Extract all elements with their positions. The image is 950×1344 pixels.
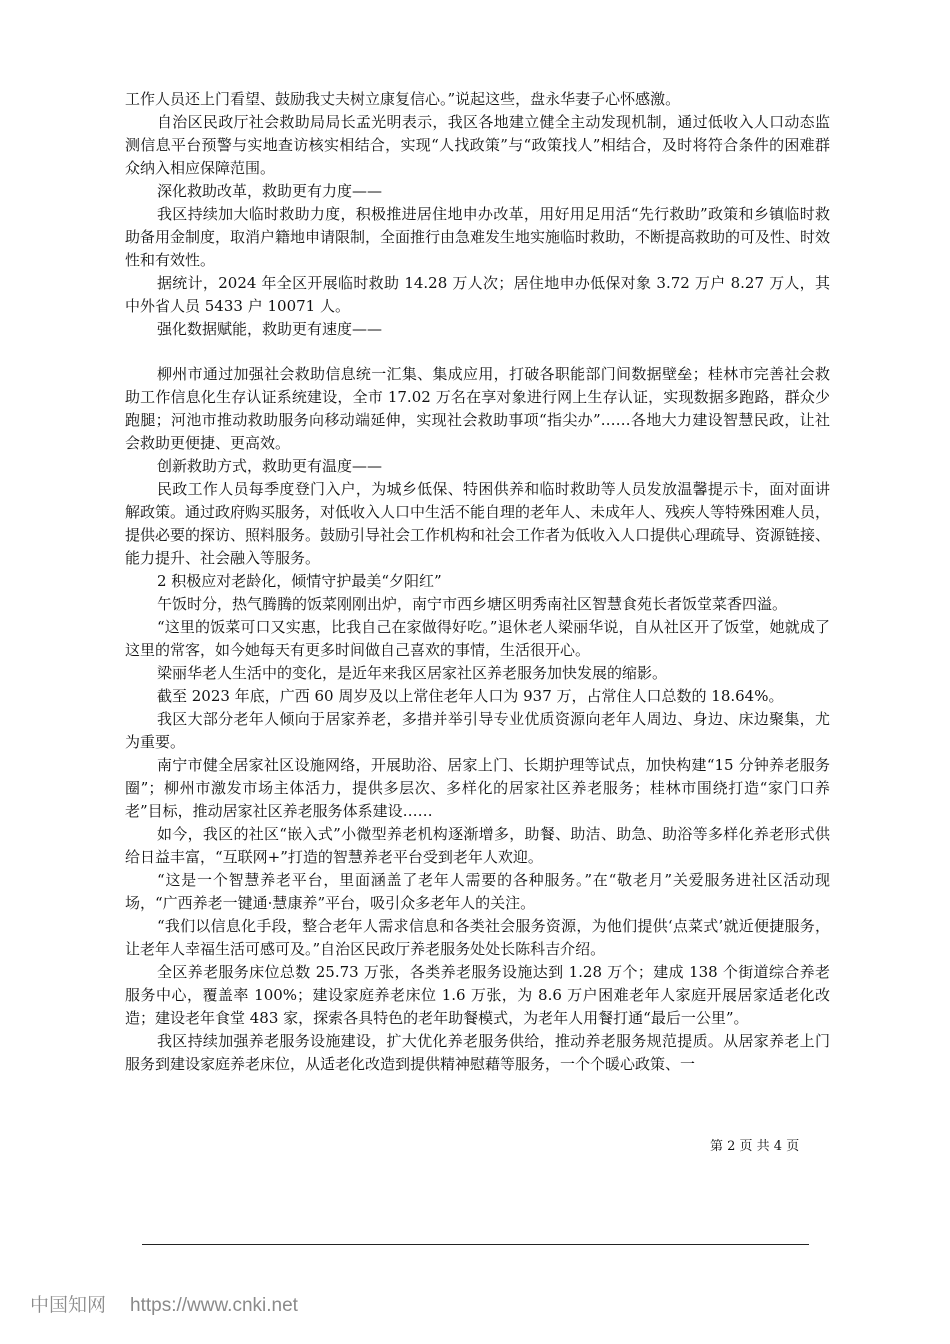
paragraph: 深化救助改革，救助更有力度—— — [157, 182, 383, 200]
paragraph: 据统计，2024 年全区开展临时救助 14.28 万人次；居住地申办低保对象 3.72 万户 8.27 万人，其中外省人员 5433 户 10071 人。 — [125, 274, 830, 315]
paragraph: 工作人员还上门看望、鼓励我丈夫树立康复信心。”说起这些，盘永华妻子心怀感激。 — [125, 90, 681, 108]
watermark-url: https://www.cnki.net — [130, 1295, 298, 1316]
watermark — [30, 1290, 322, 1317]
paragraph: 如今，我区的社区“嵌入式”小微型养老机构逐渐增多，助餐、助洁、助急、助浴等多样化养老形式供给日益丰富，“互联网+”打造的智慧养老平台受到老年人欢迎。 — [125, 825, 830, 866]
paragraph: 2 积极应对老龄化，倾情守护最美“夕阳红” — [157, 572, 442, 590]
paragraph: 创新救助方式，救助更有温度—— — [157, 457, 383, 475]
paragraph: “这里的饭菜可口又实惠，比我自己在家做得好吃。”退休老人梁丽华说，自从社区开了饭堂，她就成了这里的常客，如今她每天有更多时间做自己喜欢的事情，生活很开心。 — [125, 618, 830, 659]
paragraph: 梁丽华老人生活中的变化，是近年来我区居家社区养老服务加快发展的缩影。 — [157, 664, 668, 682]
paragraph: 柳州市通过加强社会救助信息统一汇集、集成应用，打破各职能部门间数据壁垒；桂林市完善社会救助工作信息化生存认证系统建设，全市 17.02 万名在享对象进行网上生存认证，实现数据多跑路，群众少跑腿；河池市推动救助服务向移动端延伸，实现社会救助事项“指尖办”……各地大力建设智慧民政，让社会救助更便捷、更高效。 — [125, 365, 830, 452]
document-body — [125, 88, 830, 1076]
footer-rule — [142, 1244, 809, 1245]
paragraph: 南宁市健全居家社区设施网络，开展助浴、居家上门、长期护理等试点，加快构建“15 分钟养老服务圈”；柳州市激发市场主体活力，提供多层次、多样化的居家社区养老服务；桂林市围绕打造“家门口养老”目标，推动居家社区养老服务体系建设…… — [125, 756, 830, 820]
paragraph: 我区持续加强养老服务设施建设，扩大优化养老服务供给，推动养老服务规范提质。从居家养老上门服务到建设家庭养老床位，从适老化改造到提供精神慰藉等服务，一个个暖心政策、一 — [125, 1032, 830, 1073]
paragraph: 民政工作人员每季度登门入户，为城乡低保、特困供养和临时救助等人员发放温馨提示卡，面对面讲解政策。通过政府购买服务，对低收入人口中生活不能自理的老年人、未成年人、残疾人等特殊困难人员，提供必要的探访、照料服务。鼓励引导社会工作机构和社会工作者为低收入人口提供心理疏导、资源链接、能力提升、社会融入等服务。 — [125, 480, 831, 567]
paragraph: 全区养老服务床位总数 25.73 万张，各类养老服务设施达到 1.28 万个；建成 138 个街道综合养老服务中心，覆盖率 100%；建设家庭养老床位 1.6 万张，为 8.6 万户困难老年人家庭开展居家适老化改造；建设老年食堂 483 家，探索各具特色的老年助餐模式，为老年人用餐打通“最后一公里”。 — [125, 963, 830, 1027]
paragraph: 午饭时分，热气腾腾的饭菜刚刚出炉，南宁市西乡塘区明秀南社区智慧食苑长者饭堂菜香四溢。 — [157, 595, 788, 613]
paragraph: 截至 2023 年底，广西 60 周岁及以上常住老年人口为 937 万，占常住人口总数的 18.64%。 — [157, 687, 784, 705]
watermark-site-name: 中国知网 — [30, 1295, 107, 1316]
paragraph: “我们以信息化手段，整合老年人需求信息和各类社会服务资源，为他们提供‘点菜式’就近便捷服务，让老年人幸福生活可感可及。”自治区民政厅养老服务处处长陈科吉介绍。 — [125, 917, 830, 958]
paragraph: 自治区民政厅社会救助局局长孟光明表示，我区各地建立健全主动发现机制，通过低收入人口动态监测信息平台预警与实地查访核实相结合，实现“人找政策”与“政策找人”相结合，及时将符合条件的困难群众纳入相应保障范围。 — [125, 113, 830, 177]
paragraph-gap — [125, 341, 830, 363]
paragraph: 我区持续加大临时救助力度，积极推进居住地申办改革，用好用足用活“先行救助”政策和乡镇临时救助备用金制度，取消户籍地申请限制，全面推行由急难发生地实施临时救助，不断提高救助的可及性、时效性和有效性。 — [125, 205, 831, 269]
paragraph: “这是一个智慧养老平台，里面涵盖了老年人需要的各种服务。”在“敬老月”关爱服务进社区活动现场，“广西养老一键通·慧康养”平台，吸引众多老年人的关注。 — [125, 871, 830, 912]
page-number: 第 2 页 共 4 页 — [710, 1139, 800, 1154]
paragraph: 我区大部分老年人倾向于居家养老，多措并举引导专业优质资源向老年人周边、身边、床边聚集，尤为重要。 — [125, 710, 830, 751]
paragraph: 强化数据赋能，救助更有速度—— — [157, 320, 383, 338]
